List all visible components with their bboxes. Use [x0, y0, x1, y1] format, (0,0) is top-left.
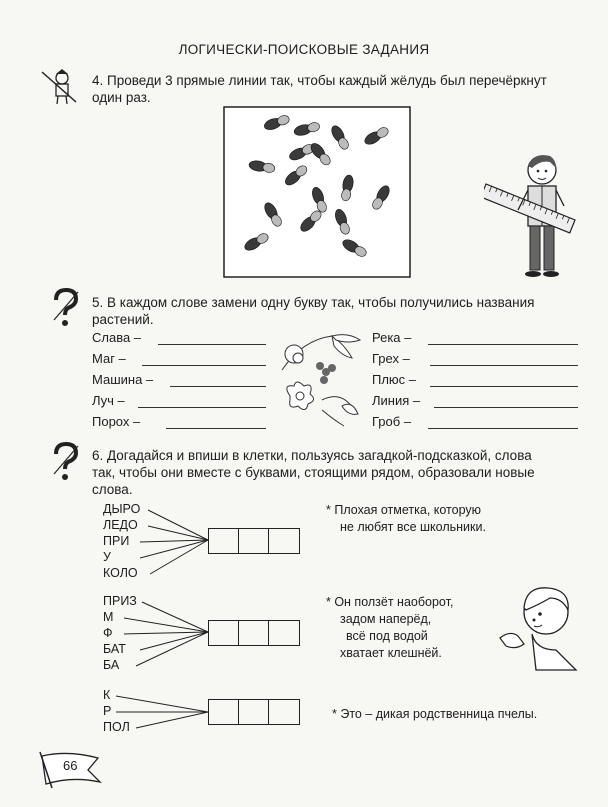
riddle-line: * Это – дикая родственница пчелы. [332, 707, 538, 721]
riddle-line: задом наперёд, [340, 612, 432, 626]
word-poroh: Порох – [92, 414, 141, 429]
riddle-line: хватает клешнёй. [340, 646, 442, 660]
plants-illustration [272, 330, 368, 430]
task4-text-line1: 4. Проведи 3 прямые линии так, чтобы каждый жёлудь был перечёркнут [92, 73, 547, 88]
word-item: У [103, 550, 111, 564]
word-item: Р [103, 704, 112, 718]
answer-cells[interactable] [208, 699, 300, 725]
word-item: ПОЛ [103, 720, 130, 734]
letter-cell[interactable] [239, 621, 269, 645]
acorns-box [223, 106, 411, 278]
page-title: ЛОГИЧЕСКИ-ПОИСКОВЫЕ ЗАДАНИЯ [178, 42, 430, 57]
answer-line[interactable] [434, 407, 578, 408]
question-mark-quill-icon [48, 288, 84, 328]
question-mark-quill-icon [48, 442, 84, 482]
answer-cells[interactable] [208, 528, 300, 554]
answer-line[interactable] [142, 365, 266, 366]
answer-line[interactable] [158, 344, 266, 345]
word-item: ПРИ [103, 534, 130, 548]
answer-line[interactable] [166, 428, 266, 429]
answer-line[interactable] [138, 407, 266, 408]
letter-cell[interactable] [269, 621, 299, 645]
answer-line[interactable] [430, 365, 578, 366]
task4-text-line2: один раз. [92, 90, 151, 105]
word-mashina: Машина – [92, 372, 154, 387]
riddle-line: * Плохая отметка, которую [326, 503, 482, 517]
word-item: К [103, 688, 111, 702]
task5-text-line2: растений. [92, 312, 154, 327]
word-item: М [103, 610, 114, 624]
answer-line[interactable] [428, 344, 578, 345]
letter-cell[interactable] [209, 621, 239, 645]
riddle-line: * Он ползёт наоборот, [326, 595, 454, 609]
word-item: КОЛО [103, 566, 138, 580]
word-item: ДЫРО [103, 502, 141, 516]
word-plyus: Плюс – [372, 372, 417, 387]
answer-cells[interactable] [208, 620, 300, 646]
task6-text-line1: 6. Догадайся и впиши в клетки, пользуясь загадкой-подсказкой, слова [92, 448, 532, 463]
connector-lines [112, 690, 210, 736]
word-item: ПРИЗ [103, 594, 137, 608]
riddle-line: всё под водой [346, 629, 428, 643]
word-luch: Луч – [92, 393, 125, 408]
acorns-illustration [223, 106, 411, 278]
letter-cell[interactable] [239, 700, 269, 724]
word-reka: Река – [372, 330, 412, 345]
answer-line[interactable] [428, 428, 578, 429]
connector-lines [120, 596, 210, 672]
word-liniya: Линия – [372, 393, 421, 408]
answer-line[interactable] [430, 386, 578, 387]
task6-text-line3: слова. [92, 482, 133, 497]
word-item: Ф [103, 626, 113, 640]
letter-cell[interactable] [269, 700, 299, 724]
word-item: БАТ [103, 642, 126, 656]
letter-cell[interactable] [209, 529, 239, 553]
connector-lines [140, 504, 210, 580]
schoolboy-with-pointer-icon [40, 66, 82, 106]
task5-text-line1: 5. В каждом слове замени одну букву так, чтобы получились названия [92, 295, 535, 310]
task6-text-line2: так, чтобы они вместе с буквами, стоящими рядом, образовали новые [92, 465, 535, 480]
word-item: ЛЕДО [103, 518, 138, 532]
word-grob: Гроб – [372, 414, 412, 429]
letter-cell[interactable] [209, 700, 239, 724]
answer-line[interactable] [170, 386, 266, 387]
word-mag: Маг – [92, 351, 126, 366]
word-item: БА [103, 658, 120, 672]
boy-with-ruler-illustration [484, 140, 584, 282]
riddle-line: не любят все школьники. [340, 520, 486, 534]
word-greh: Грех – [372, 351, 410, 366]
page-number: 66 [63, 758, 78, 773]
letter-cell[interactable] [239, 529, 269, 553]
word-slava: Слава – [92, 330, 142, 345]
thinking-boy-illustration [496, 580, 592, 672]
letter-cell[interactable] [269, 529, 299, 553]
